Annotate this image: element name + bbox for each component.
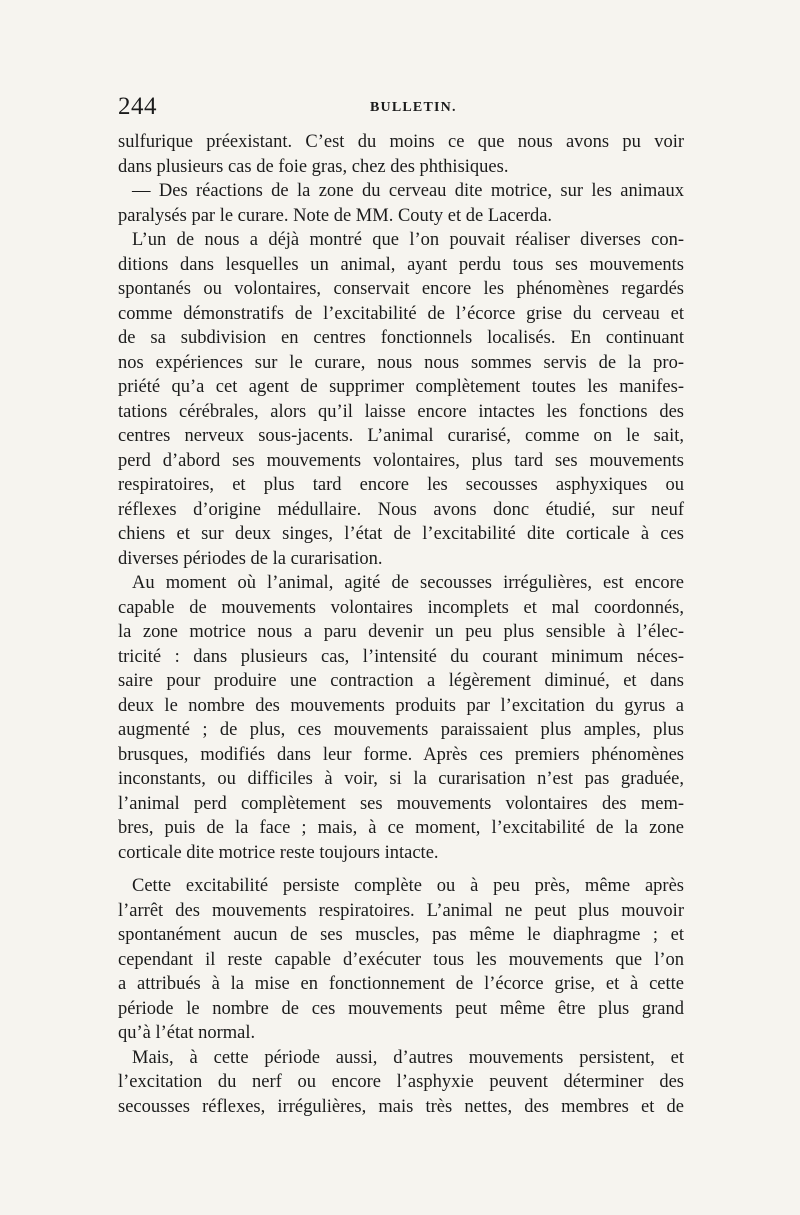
page-number: 244: [118, 93, 157, 120]
text-line: Au moment où l’animal, agité de secousses irrégulières, est encore: [132, 573, 684, 593]
text-line: centres nerveux sous-jacents. L’animal curarisé, comme on le sait,: [118, 426, 684, 446]
running-head: BULLETIN.: [370, 100, 457, 115]
text-line: deux le nombre des mouvements produits par l’excitation du gyrus a: [118, 695, 684, 716]
text-line: brusques, modifiés dans leur forme. Après ces premiers phénomènes: [118, 744, 684, 765]
text-line: saire pour produire une contraction a légèrement diminué, et dans: [118, 671, 684, 691]
text-line: tricité : dans plusieurs cas, l’intensité du courant minimum néces-: [118, 646, 684, 667]
page-header: [118, 92, 684, 126]
text-line: respiratoires, et plus tard encore les secousses asphyxiques ou: [118, 475, 684, 495]
text-line: corticale dite motrice reste toujours intacte.: [118, 842, 439, 863]
text-line: dans plusieurs cas de foie gras, chez des phthisiques.: [118, 156, 509, 177]
text-line: période le nombre de ces mouvements peut même être plus grand: [118, 998, 684, 1019]
text-line: inconstants, ou difficiles à voir, si la curarisation n’est pas graduée,: [118, 769, 684, 789]
text-line: — Des réactions de la zone du cerveau dite motrice, sur les animaux: [132, 181, 684, 201]
text-line: qu’à l’état normal.: [118, 1023, 256, 1043]
text-line: paralysés par le curare. Note de MM. Couty et de Lacerda.: [118, 205, 553, 226]
text-line: a attribués à la mise en fonctionnement de l’écorce grise, et à cette: [118, 974, 684, 994]
text-line: spontanément aucun de ses muscles, pas même le diaphragme ; et: [118, 925, 684, 945]
text-line: de sa subdivision en centres fonctionnels localisés. En continuant: [118, 328, 684, 348]
text-line: l’animal perd complètement ses mouvements volontaires des mem-: [118, 793, 684, 814]
text-line: l’arrêt des mouvements respiratoires. L’animal ne peut plus mouvoir: [118, 900, 684, 921]
text-line: priété qu’a cet agent de supprimer complètement toutes les manifes-: [118, 377, 684, 397]
text-line: secousses réflexes, irrégulières, mais très nettes, des membres et de: [118, 1096, 684, 1117]
text-line: ditions dans lesquelles un animal, ayant perdu tous ses mouvements: [118, 254, 684, 275]
text-line: bres, puis de la face ; mais, à ce moment, l’excitabilité de la zone: [118, 818, 684, 838]
text-line: cependant il reste capable d’exécuter tous les mouvements que l’on: [118, 949, 684, 970]
text-line: L’un de nous a déjà montré que l’on pouvait réaliser diverses con-: [132, 230, 684, 250]
body-text: [118, 130, 684, 1119]
text-line: chiens et sur deux singes, l’état de l’excitabilité dite corticale à ces: [118, 524, 684, 544]
text-line: l’excitation du nerf ou encore l’asphyxie peuvent déterminer des: [118, 1072, 684, 1092]
text-line: diverses périodes de la curarisation.: [118, 548, 383, 569]
text-line: perd d’abord ses mouvements volontaires, plus tard ses mouvements: [118, 450, 684, 471]
text-line: Mais, à cette période aussi, d’autres mouvements persistent, et: [132, 1047, 684, 1068]
text-line: capable de mouvements volontaires incomplets et mal coordonnés,: [118, 597, 684, 618]
text-line: nos expériences sur le curare, nous nous sommes servis de la pro-: [118, 352, 684, 373]
text-line: augmenté ; de plus, ces mouvements paraissaient plus amples, plus: [118, 720, 684, 740]
text-line: Cette excitabilité persiste complète ou à peu près, même après: [132, 876, 684, 896]
text-line: réflexes d’origine médullaire. Nous avons donc étudié, sur neuf: [118, 499, 684, 520]
text-line: spontanés ou volontaires, conservait encore les phénomènes regardés: [118, 279, 684, 299]
paragraph-gap: [118, 865, 684, 874]
text-line: comme démonstratifs de l’excitabilité de l’écorce grise du cerveau et: [118, 303, 684, 324]
text-line: sulfurique préexistant. C’est du moins ce que nous avons pu voir: [118, 132, 684, 152]
text-line: tations cérébrales, alors qu’il laisse encore intactes les fonctions des: [118, 401, 684, 422]
text-line: la zone motrice nous a paru devenir un peu plus sensible à l’élec-: [118, 622, 684, 642]
